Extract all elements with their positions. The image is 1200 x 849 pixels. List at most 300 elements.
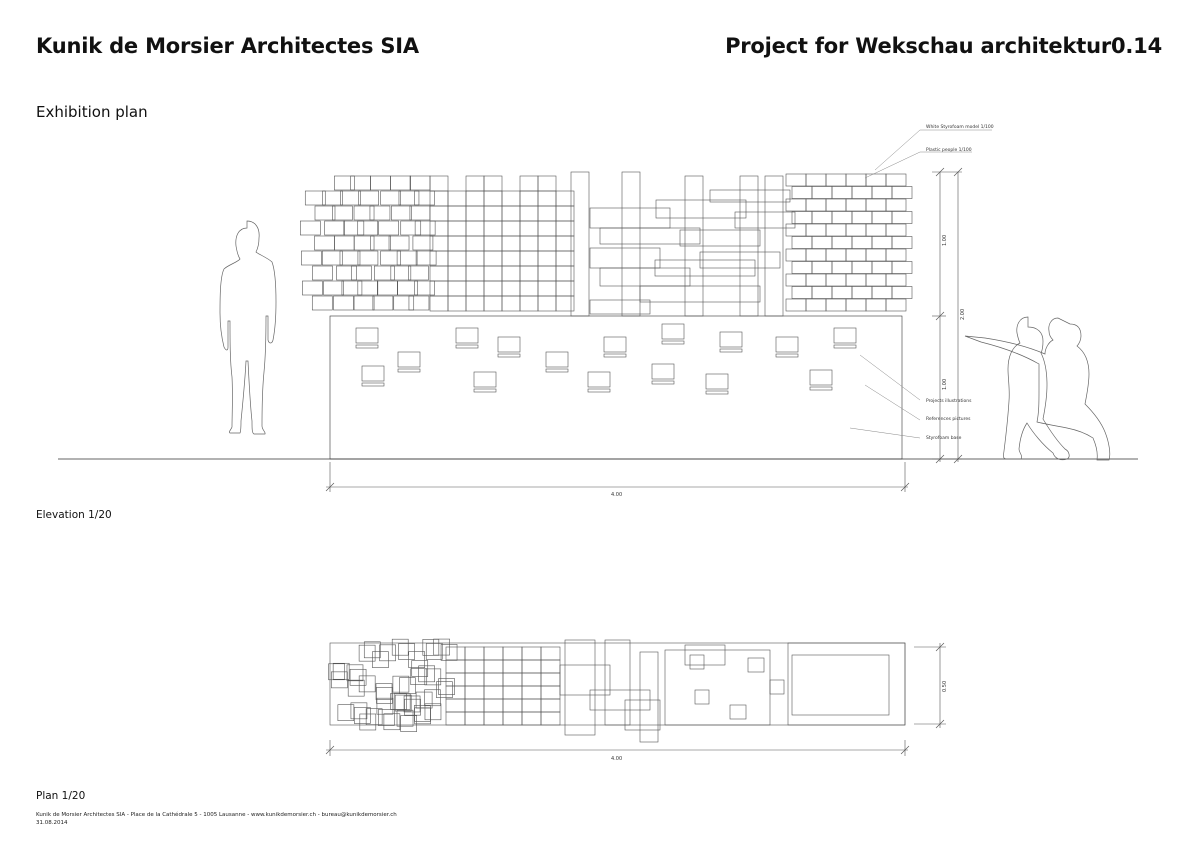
model-brick — [786, 174, 806, 186]
model-brick — [886, 224, 906, 236]
picture-caption — [474, 389, 496, 392]
plan-caption: Plan 1/20 — [36, 790, 86, 802]
picture-caption — [834, 345, 856, 348]
plan-square — [348, 680, 364, 696]
plan-square — [376, 687, 392, 703]
model-beam — [600, 268, 690, 286]
model-block — [466, 221, 484, 236]
model-brick — [826, 199, 846, 211]
model-block — [408, 266, 428, 280]
model-brick — [786, 299, 806, 311]
model-block — [466, 281, 484, 296]
illustration-picture — [498, 337, 520, 352]
model-beam — [765, 176, 783, 316]
model-brick — [872, 237, 892, 249]
plan-grid-cell — [484, 712, 503, 725]
picture-caption — [810, 387, 832, 390]
model-block — [325, 221, 345, 235]
model-beam — [680, 230, 760, 246]
model-block — [381, 251, 401, 265]
label-references: References pictures — [926, 417, 971, 422]
model-block — [466, 176, 484, 191]
plan-width-dimension — [326, 740, 909, 756]
model-block — [430, 281, 448, 296]
model-block — [502, 191, 520, 206]
illustration-picture — [604, 337, 626, 352]
plan-bar — [605, 640, 630, 725]
model-block — [520, 236, 538, 251]
plan-grid-cell — [484, 686, 503, 699]
model-brick — [832, 237, 852, 249]
picture-caption — [720, 349, 742, 352]
model-brick — [812, 237, 832, 249]
section-title: Exhibition plan — [36, 103, 148, 121]
model-block — [538, 191, 556, 206]
model-brick — [886, 274, 906, 286]
model-brick — [806, 249, 826, 261]
model-brick — [892, 212, 912, 224]
plan-grid-cell — [522, 660, 541, 673]
model-block — [538, 296, 556, 311]
plan-square — [392, 639, 408, 655]
model-block — [484, 206, 502, 221]
model-block — [520, 221, 538, 236]
model-block — [484, 281, 502, 296]
plan-grid-cell — [503, 647, 522, 660]
illustration-picture — [356, 328, 378, 343]
illustration-picture — [720, 332, 742, 347]
model-brick — [852, 237, 872, 249]
plan-square — [423, 639, 439, 655]
model-brick — [846, 174, 866, 186]
styrofoam-base — [330, 316, 902, 459]
model-brick — [832, 287, 852, 299]
model-block — [466, 296, 484, 311]
human-silhouette-left — [220, 221, 276, 434]
model-brick — [826, 249, 846, 261]
model-block — [520, 266, 538, 281]
label-model: White Styrofoam model 1/100 — [926, 125, 994, 130]
model-block — [371, 236, 391, 250]
model-brick — [832, 187, 852, 199]
model-brick — [846, 249, 866, 261]
model-brick — [852, 187, 872, 199]
picture-caption — [456, 345, 478, 348]
model-brick — [786, 199, 806, 211]
model-brick — [826, 224, 846, 236]
plan-square — [425, 704, 441, 720]
model-block — [301, 251, 321, 265]
plan-square — [376, 684, 392, 700]
plan-grid-cell — [541, 647, 560, 660]
dim-plan-depth: 0.50 — [942, 680, 948, 692]
picture-caption — [356, 345, 378, 348]
model-brick — [866, 199, 886, 211]
model-block — [484, 221, 502, 236]
plan-grid-cell — [503, 712, 522, 725]
model-brick — [892, 237, 912, 249]
model-block — [397, 251, 417, 265]
model-block — [359, 191, 379, 205]
model-brick — [886, 249, 906, 261]
model-block — [415, 221, 435, 235]
model-block — [520, 176, 538, 191]
model-brick — [792, 262, 812, 274]
picture-caption — [362, 383, 384, 386]
model-block — [391, 266, 411, 280]
model-block — [466, 191, 484, 206]
model-brick — [826, 274, 846, 286]
model-block — [520, 296, 538, 311]
model-block — [430, 251, 448, 266]
model-brick — [886, 299, 906, 311]
elevation-model — [300, 172, 912, 316]
model-block — [538, 206, 556, 221]
plan-square — [399, 678, 415, 694]
model-block — [448, 251, 466, 266]
model-block — [370, 176, 390, 190]
model-block — [409, 296, 429, 310]
illustration-picture — [546, 352, 568, 367]
human-silhouette-right-adult — [1003, 317, 1069, 460]
model-brick — [812, 187, 832, 199]
plan-grid-cell — [465, 647, 484, 660]
plan-grid-cell — [465, 712, 484, 725]
plan-bar — [640, 652, 658, 742]
model-block — [502, 281, 520, 296]
model-block — [300, 221, 320, 235]
illustration-picture — [662, 324, 684, 339]
model-brick — [866, 249, 886, 261]
model-block — [448, 266, 466, 281]
model-brick — [786, 274, 806, 286]
plan-grid-cell — [484, 699, 503, 712]
plan-square — [378, 710, 394, 726]
model-block — [538, 266, 556, 281]
model-brick — [866, 174, 886, 186]
model-brick — [872, 212, 892, 224]
model-brick — [872, 287, 892, 299]
model-beam — [656, 200, 746, 218]
project-title: Project for Wekschau architektur0.14 — [725, 34, 1162, 58]
model-block — [354, 206, 374, 220]
plan-grid-cell — [446, 712, 465, 725]
base-pictures — [356, 324, 856, 394]
plan-grid-cell — [541, 686, 560, 699]
plan-bar — [565, 640, 595, 735]
model-block — [354, 296, 374, 310]
model-block — [351, 176, 371, 190]
model-block — [401, 221, 421, 235]
model-brick — [892, 262, 912, 274]
model-brick — [846, 299, 866, 311]
model-brick — [812, 262, 832, 274]
model-block — [315, 236, 335, 250]
dim-plan-width: 4.00 — [611, 756, 623, 762]
plan-grid-cell — [446, 647, 465, 660]
model-brick — [852, 212, 872, 224]
picture-caption — [588, 389, 610, 392]
plan-square — [426, 643, 442, 659]
model-brick — [826, 299, 846, 311]
picture-caption — [398, 369, 420, 372]
elevation-caption: Elevation 1/20 — [36, 509, 112, 521]
label-base: Styrofoam base — [926, 436, 962, 441]
model-block — [484, 176, 502, 191]
model-block — [391, 206, 411, 220]
plan-square — [384, 714, 400, 730]
plan-cube — [770, 680, 784, 694]
model-brick — [866, 224, 886, 236]
model-brick — [832, 212, 852, 224]
model-brick — [886, 174, 906, 186]
model-block — [358, 251, 378, 265]
footer-date: 31.08.2014 — [36, 820, 68, 826]
model-brick — [892, 287, 912, 299]
model-block — [399, 191, 419, 205]
plan-grid-cell — [465, 699, 484, 712]
model-brick — [872, 262, 892, 274]
model-brick — [792, 187, 812, 199]
plan-square — [350, 669, 366, 685]
plan-square — [393, 676, 409, 692]
plan-square — [338, 705, 354, 721]
model-brick — [792, 287, 812, 299]
model-brick — [786, 224, 806, 236]
model-brick — [806, 299, 826, 311]
illustration-picture — [456, 328, 478, 343]
dim-height-base: 1.00 — [942, 378, 948, 390]
model-block — [332, 206, 352, 220]
model-block — [538, 176, 556, 191]
model-block — [466, 236, 484, 251]
model-brick — [806, 174, 826, 186]
plan-grid-cell — [541, 699, 560, 712]
model-block — [358, 281, 378, 295]
model-block — [430, 296, 448, 311]
model-block — [430, 266, 448, 281]
leader-lines — [850, 130, 992, 438]
model-block — [373, 296, 393, 310]
model-block — [520, 206, 538, 221]
plan-grid-cell — [446, 699, 465, 712]
model-block — [520, 281, 538, 296]
plan-grid-cell — [484, 647, 503, 660]
model-brick — [806, 224, 826, 236]
model-block — [430, 176, 448, 191]
model-block — [502, 266, 520, 281]
picture-caption — [776, 354, 798, 357]
plan-square — [354, 707, 370, 723]
plan-grid-cell — [503, 673, 522, 686]
model-brick — [806, 274, 826, 286]
plan-grid-cell — [465, 673, 484, 686]
human-silhouette-right-child — [965, 318, 1110, 460]
model-block — [333, 296, 353, 310]
picture-caption — [652, 381, 674, 384]
illustration-picture — [588, 372, 610, 387]
plan-grid-cell — [465, 660, 484, 673]
elevation-width-dimension — [326, 462, 909, 492]
model-brick — [852, 287, 872, 299]
plan-grid-cell — [446, 660, 465, 673]
label-illustrations: Projects illustrations — [926, 399, 972, 404]
model-block — [484, 266, 502, 281]
model-block — [484, 191, 502, 206]
plan-square — [405, 699, 421, 715]
model-brick — [812, 212, 832, 224]
model-block — [484, 236, 502, 251]
model-block — [377, 281, 397, 295]
plan-grid-cell — [484, 673, 503, 686]
model-block — [416, 251, 436, 265]
model-brick — [886, 199, 906, 211]
plan-grid-cell — [503, 660, 522, 673]
model-block — [430, 206, 448, 221]
picture-caption — [546, 369, 568, 372]
model-block — [466, 251, 484, 266]
model-block — [502, 221, 520, 236]
illustration-picture — [652, 364, 674, 379]
model-beam — [640, 286, 760, 302]
plan-bar — [560, 665, 610, 695]
dim-elev-width: 4.00 — [611, 492, 623, 498]
model-block — [448, 206, 466, 221]
plan-cube — [695, 690, 709, 704]
model-block — [322, 251, 342, 265]
model-block — [302, 281, 322, 295]
picture-caption — [498, 354, 520, 357]
model-block — [342, 281, 362, 295]
model-block — [381, 191, 401, 205]
plan-model — [329, 639, 905, 742]
model-brick — [826, 174, 846, 186]
model-block — [354, 236, 374, 250]
plan-cube — [690, 655, 704, 669]
model-block — [337, 266, 357, 280]
model-block — [414, 191, 434, 205]
illustration-picture — [398, 352, 420, 367]
plan-grid-cell — [522, 699, 541, 712]
model-block — [340, 251, 360, 265]
model-brick — [806, 199, 826, 211]
model-block — [358, 221, 378, 235]
plan-grid-cell — [446, 686, 465, 699]
model-block — [430, 191, 448, 206]
model-brick — [846, 274, 866, 286]
model-brick — [846, 199, 866, 211]
model-block — [370, 206, 390, 220]
model-block — [389, 236, 409, 250]
model-brick — [866, 274, 886, 286]
model-brick — [852, 262, 872, 274]
model-block — [502, 251, 520, 266]
plan-grid-cell — [522, 712, 541, 725]
plan-grid-cell — [541, 712, 560, 725]
illustration-picture — [706, 374, 728, 389]
model-block — [484, 296, 502, 311]
plan-grid-cell — [503, 699, 522, 712]
plan-grid-cell — [541, 660, 560, 673]
model-block — [448, 281, 466, 296]
plan-grid-cell — [465, 686, 484, 699]
plan-bar — [665, 650, 770, 725]
model-block — [340, 191, 360, 205]
model-block — [391, 176, 411, 190]
plan-square — [366, 709, 382, 725]
model-block — [344, 221, 364, 235]
plan-grid-cell — [541, 673, 560, 686]
plan-cube — [748, 658, 764, 672]
plan-square — [351, 703, 367, 719]
model-block — [466, 266, 484, 281]
plan-grid-cell — [484, 660, 503, 673]
model-block — [538, 221, 556, 236]
plan-square — [395, 695, 411, 711]
model-block — [312, 296, 332, 310]
label-people: Plastic people 1/100 — [926, 148, 972, 153]
model-block — [430, 221, 448, 236]
model-block — [448, 191, 466, 206]
illustration-picture — [810, 370, 832, 385]
model-brick — [786, 249, 806, 261]
model-block — [538, 236, 556, 251]
plan-grid-cell — [522, 647, 541, 660]
model-block — [448, 221, 466, 236]
model-block — [334, 176, 354, 190]
model-block — [538, 281, 556, 296]
plan-square — [359, 676, 375, 692]
model-brick — [846, 224, 866, 236]
dim-height-total: 2.00 — [960, 308, 966, 320]
plan-grid-cell — [522, 686, 541, 699]
model-block — [538, 251, 556, 266]
model-block — [351, 266, 371, 280]
plan-grid-cell — [446, 673, 465, 686]
model-block — [324, 281, 344, 295]
picture-caption — [706, 391, 728, 394]
model-block — [502, 206, 520, 221]
plan-vitrine-inner — [792, 655, 889, 715]
firm-name: Kunik de Morsier Architectes SIA — [36, 34, 419, 58]
model-block — [334, 236, 354, 250]
model-block — [520, 191, 538, 206]
model-block — [312, 266, 332, 280]
model-block — [448, 296, 466, 311]
illustration-picture — [474, 372, 496, 387]
picture-caption — [662, 341, 684, 344]
model-brick — [792, 237, 812, 249]
illustration-picture — [834, 328, 856, 343]
model-beam — [590, 248, 660, 268]
model-block — [315, 206, 335, 220]
picture-caption — [604, 354, 626, 357]
plan-grid-cell — [522, 673, 541, 686]
plan-square — [397, 710, 413, 726]
footer-address: Kunik de Morsier Architectes SIA - Place de la Cathédrale 5 - 1005 Lausanne - www.kunikdemorsier.ch - bureau@kunikdemorsier.ch — [36, 812, 397, 818]
model-brick — [866, 299, 886, 311]
model-block — [374, 266, 394, 280]
model-block — [466, 206, 484, 221]
model-block — [484, 251, 502, 266]
plan-square — [380, 645, 396, 661]
model-brick — [832, 262, 852, 274]
plan-cube — [730, 705, 746, 719]
model-brick — [872, 187, 892, 199]
model-block — [502, 296, 520, 311]
model-block — [520, 251, 538, 266]
plan-square — [360, 714, 376, 730]
